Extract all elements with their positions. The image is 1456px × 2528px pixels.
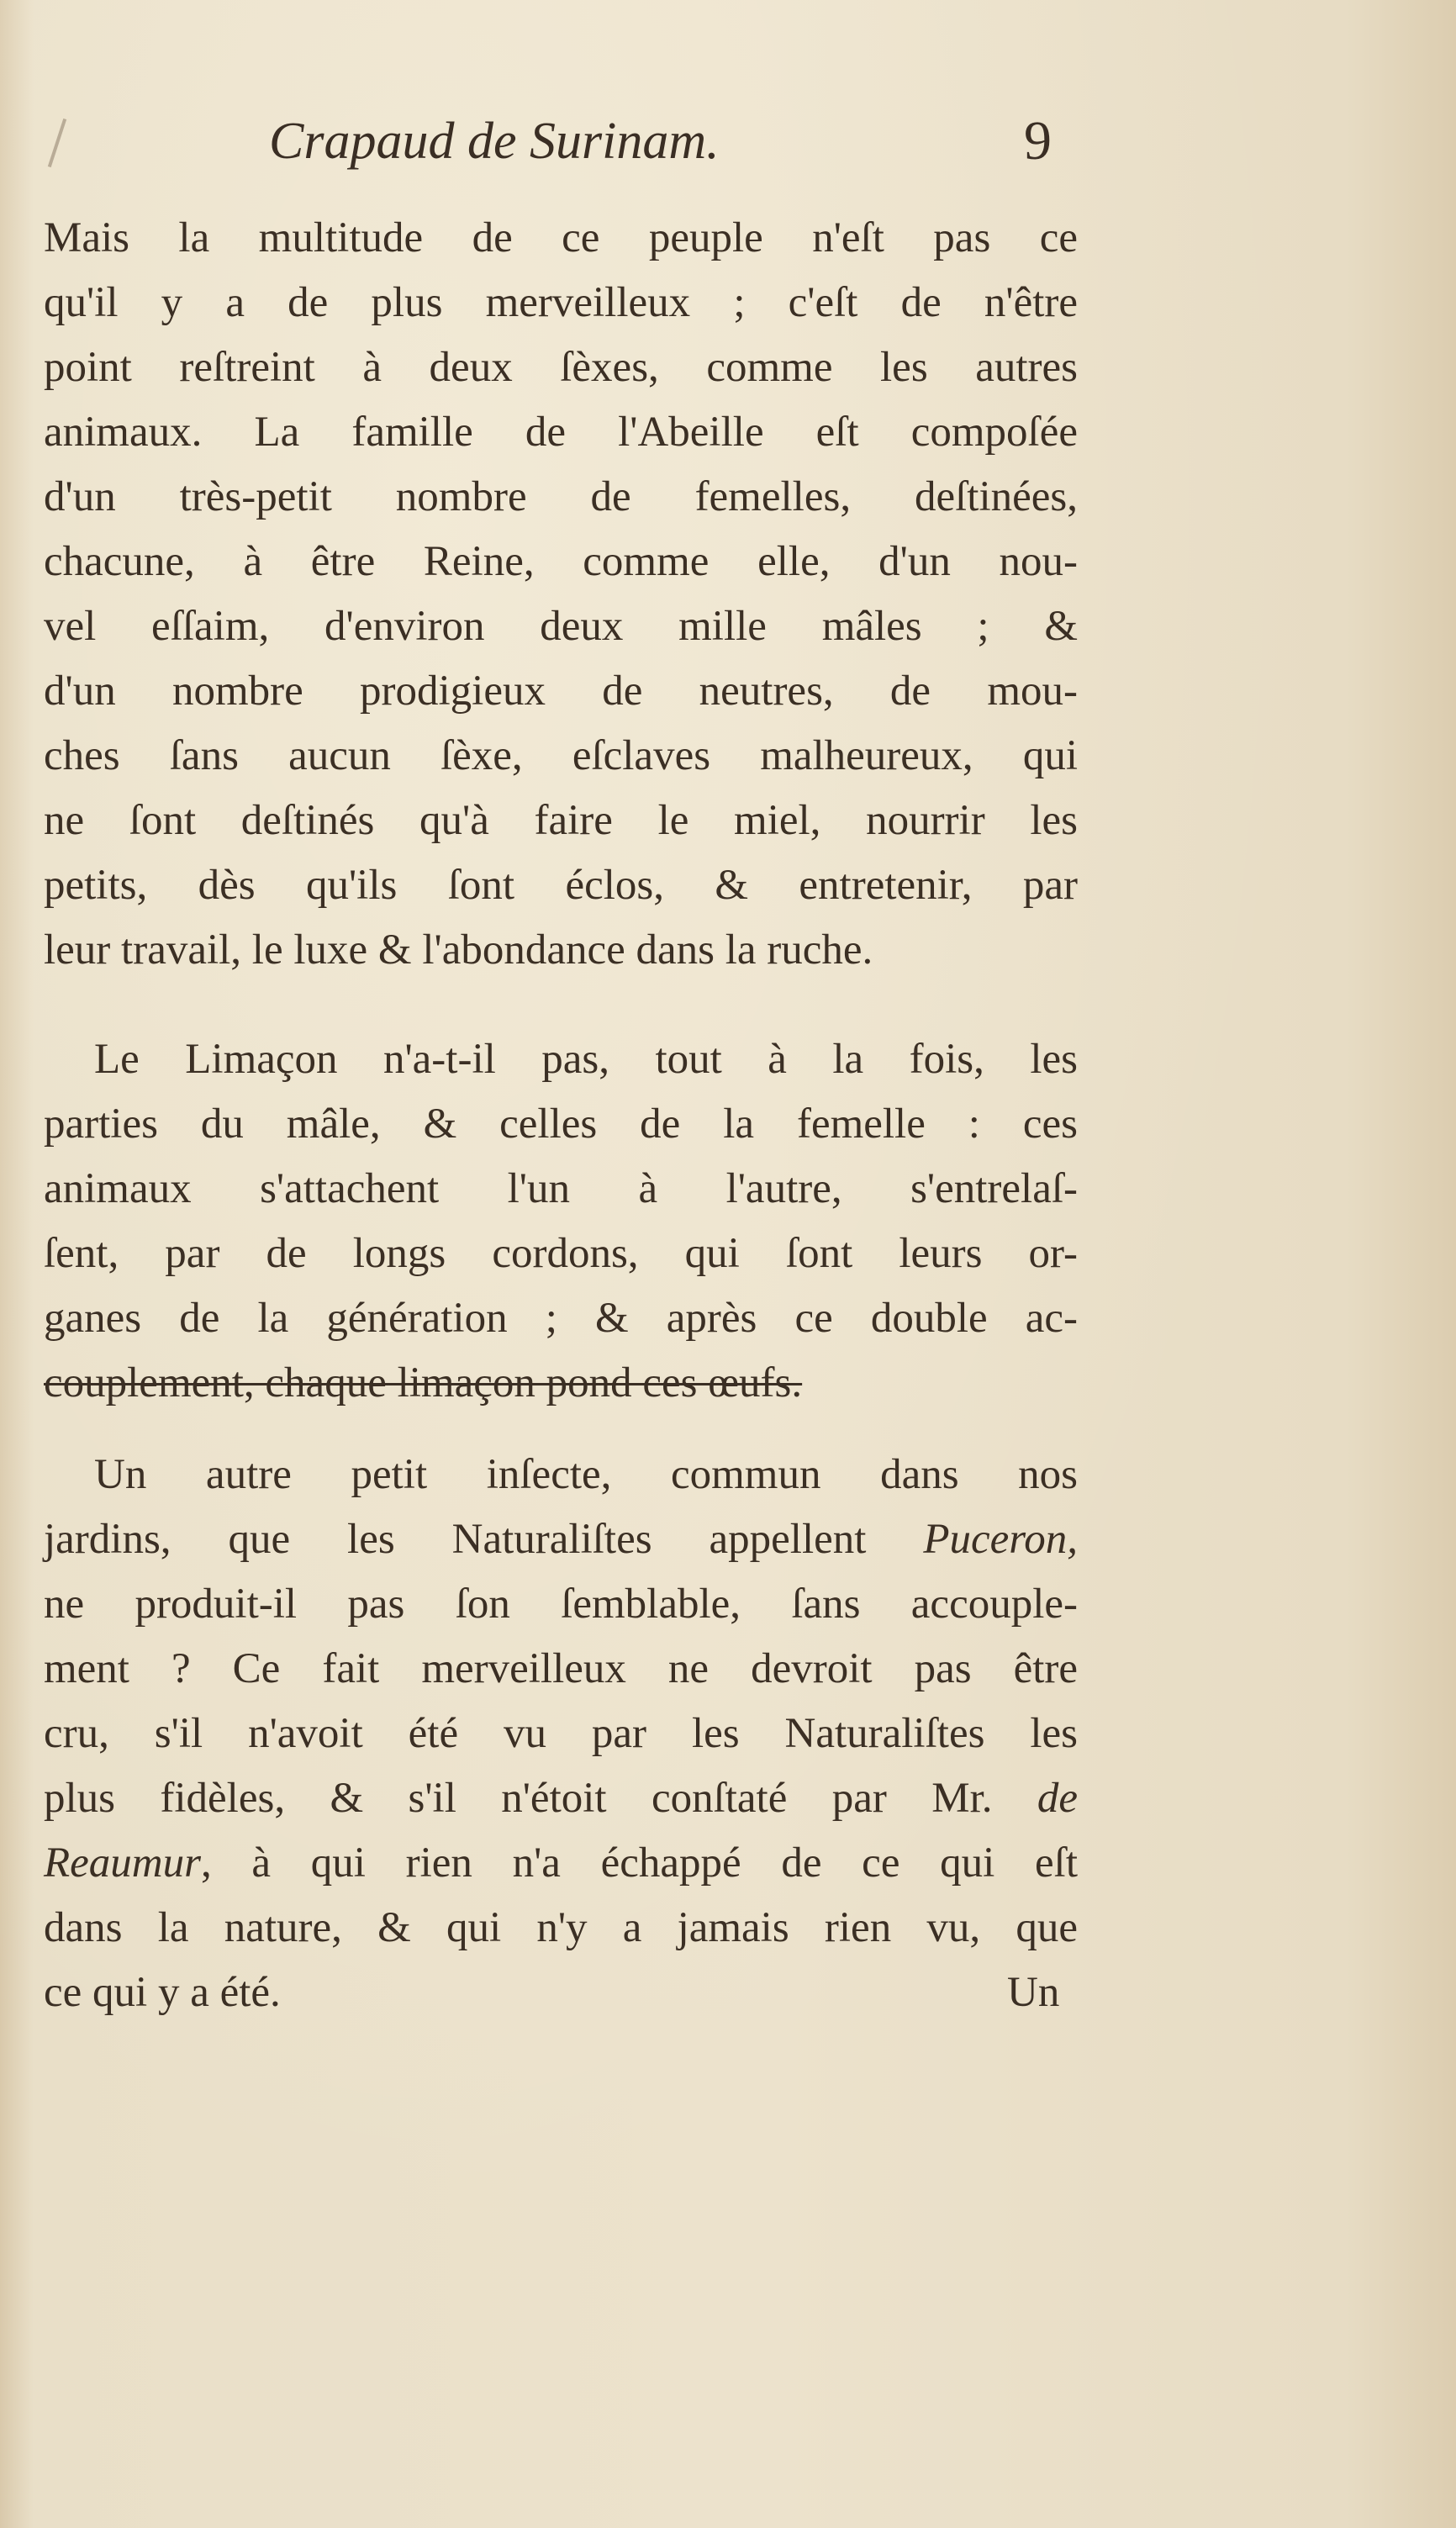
text-segment: , à qui rien n'a échappé de ce qui eſt [200,1839,1078,1887]
text-line: cru, s'il n'avoit été vu par les Naturaliſtes les [44,1710,1078,1757]
italic-term: de [1037,1775,1078,1822]
text-segment: plus fidèles, & s'il n'étoit conſtaté par Mr. [44,1775,1037,1822]
text-line: vel eſſaim, d'environ deux mille mâles ; & [44,603,1078,650]
catchword: Un [1007,1969,1060,2016]
text-line: ce qui y a été. [44,1969,281,2016]
text-line: Mais la multitude de ce peuple n'eſt pas ce [44,214,1078,261]
text-line: ganes de la génération ; & après ce double ac- [44,1295,1078,1342]
running-title: Crapaud de Surinam. [269,113,720,170]
paragraph-1 [44,206,1078,983]
text-line: chacune, à être Reine, comme elle, d'un nou- [44,538,1078,585]
text-line: point reſtreint à deux ſèxes, comme les autres [44,344,1078,391]
italic-term: Puceron, [923,1516,1078,1563]
text-line: ſent, par de longs cordons, qui ſont leurs or- [44,1230,1078,1277]
text-line: d'un nombre prodigieux de neutres, de mou- [44,668,1078,715]
text-line [44,1766,1078,1831]
text-line: ches ſans aucun ſèxe, eſclaves malheureux, qui [44,732,1078,779]
text-line [44,1831,1078,1896]
text-line: animaux s'attachent l'un à l'autre, s'entrelaſ- [44,1165,1078,1212]
text-line: ment ? Ce fait merveilleux ne devroit pas être [44,1645,1078,1692]
paragraph-2 [44,1027,1078,1416]
text-line [44,1507,1078,1572]
italic-term: Reaumur [44,1839,201,1887]
text-line: d'un très-petit nombre de femelles, deſtinées, [44,473,1078,520]
text-line: ne produit-il pas ſon ſemblable, ſans accouple- [44,1581,1078,1628]
text-line: qu'il y a de plus merveilleux ; c'eſt de n'être [44,279,1078,326]
text-line: petits, dès qu'ils ſont éclos, & entretenir, par [44,862,1078,909]
text-line: parties du mâle, & celles de la femelle : ces [44,1100,1078,1148]
text-line: dans la nature, & qui n'y a jamais rien vu, que [44,1904,1078,1951]
struck-text-line: couplement, chaque limaçon pond ces œufs. [44,1359,803,1406]
text-line: Un autre petit inſecte, commun dans nos [94,1451,1078,1498]
text-segment: jardins, que les Naturaliſtes appellent [44,1516,924,1563]
page-number: 9 [1024,110,1052,172]
text-line: animaux. La famille de l'Abeille eſt compoſée [44,409,1078,456]
paragraph-3 [44,1443,1078,2025]
margin-mark [48,119,66,167]
text-line: leur travail, le luxe & l'abondance dans la ruche. [44,926,873,974]
text-line: ne ſont deſtinés qu'à faire le miel, nourrir les [44,797,1078,844]
text-line: Le Limaçon n'a-t-il pas, tout à la fois, les [94,1036,1078,1083]
